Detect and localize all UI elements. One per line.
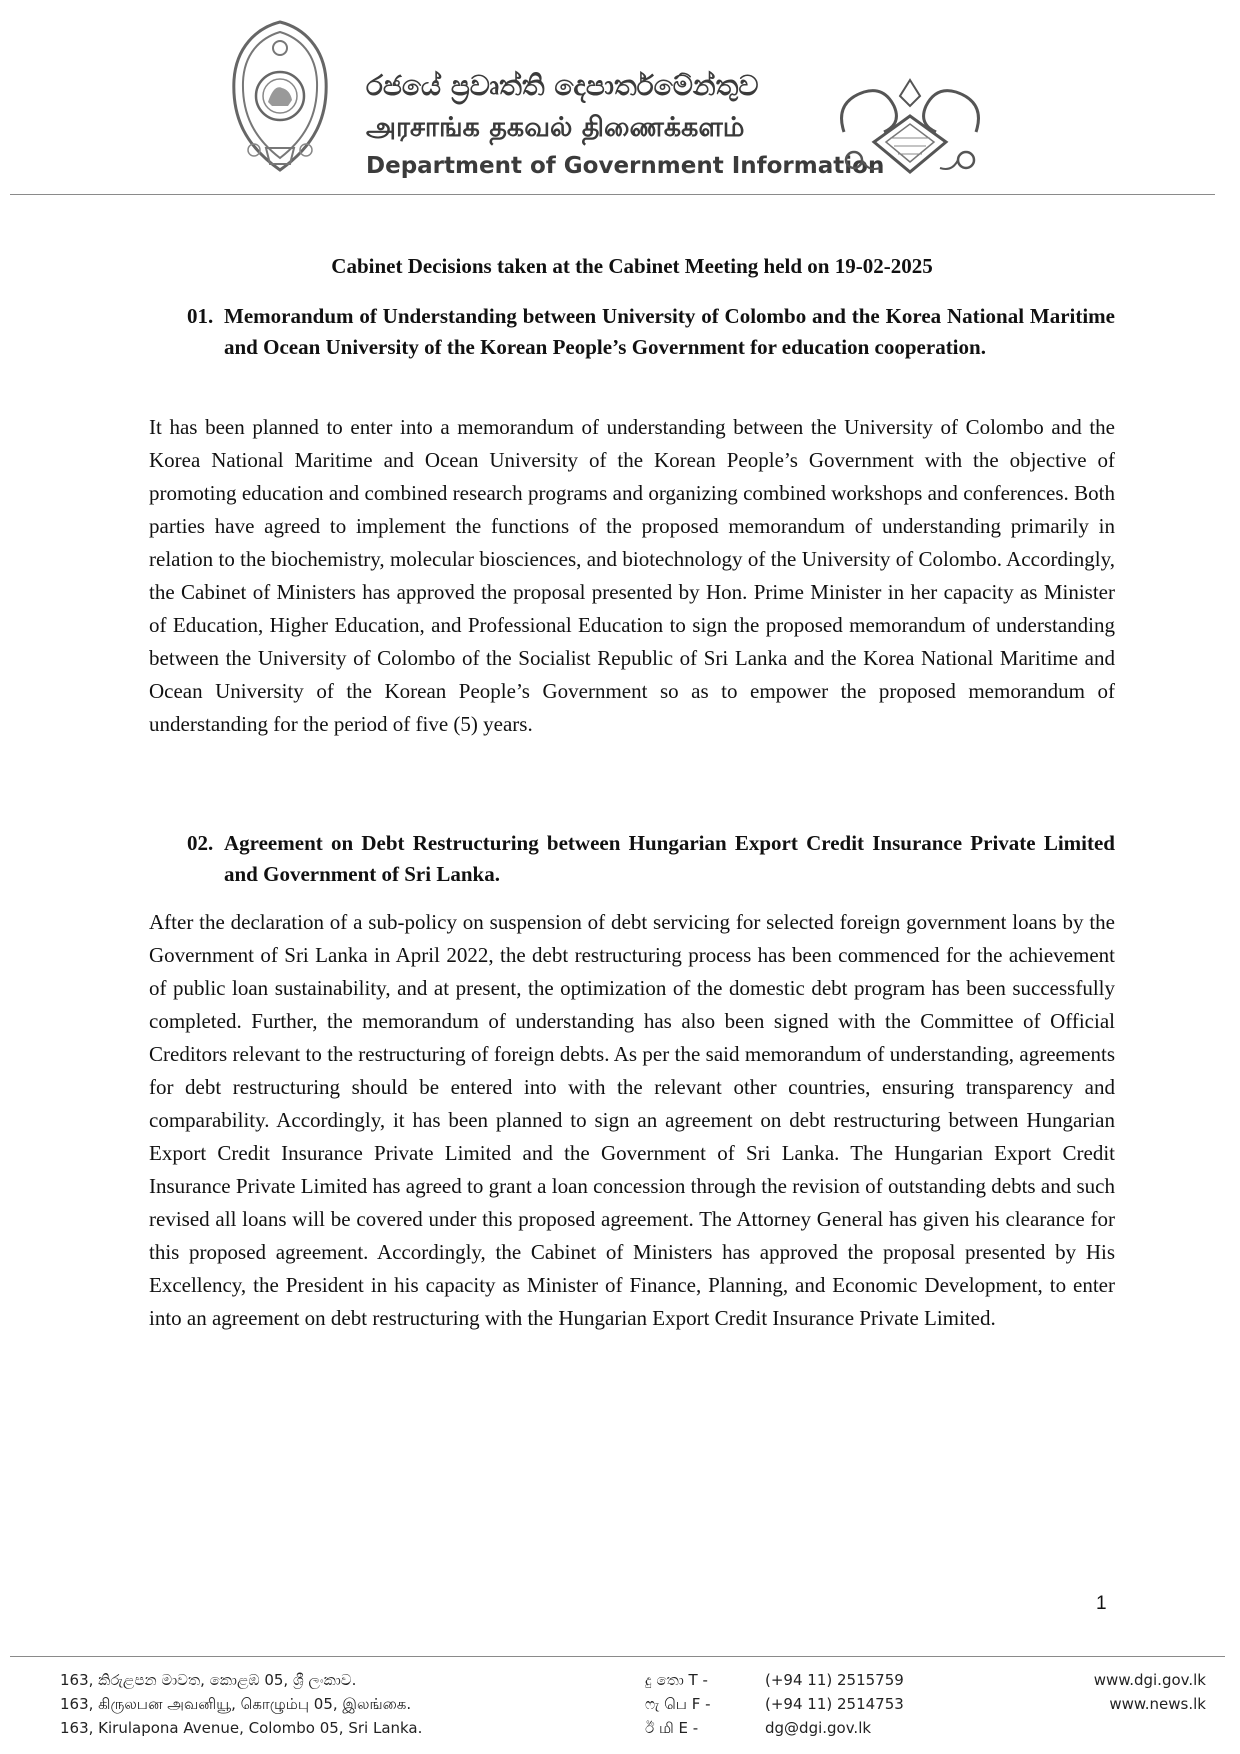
section-body-01: It has been planned to enter into a memorandum of understanding between the University of Colombo and the Korea National Maritime and Ocean University of the Korean People’s Government with the objective of promoting education and combined research programs and organizing combined workshops and conferences. Both parties have agreed to implement the functions of the proposed memorandum of understanding primarily in relation to the biochemistry, molecular biosciences, and biotechnology of the University of Colombo. Accordingly, the Cabinet of Ministers has approved the proposal presented by Hon. Prime Minister in her capacity as Minister of Education, Higher Education, and Professional Education to sign the proposed memorandum of understanding between the University of Colombo of the Socialist Republic of Sri Lanka and the Korea National Maritime and Ocean University of the Korean People’s Government so as to empower the proposed memorandum of understanding for the period of five (5) years. (149, 415, 1115, 736)
department-name-english: Department of Government Information (366, 153, 885, 179)
section-heading-text: Memorandum of Understanding between University of Colombo and the Korea National Maritime and Ocean University of the Korean People’s Government for education cooperation. (224, 304, 1115, 359)
footer-websites (1094, 1668, 1206, 1716)
address-sinhala: 163, කිරුළපන මාවත, කොළඹ 05, ශ්‍රී ලංකාව. (60, 1671, 357, 1689)
header-divider (10, 194, 1215, 195)
section-number: 02. (187, 831, 214, 855)
traditional-ornament-icon (824, 72, 996, 182)
department-name-sinhala: රජයේ ප්‍රවෘත්ති දෙපාර්තමේන්තුව (366, 69, 759, 102)
section-heading-01 (187, 301, 1115, 363)
department-names (366, 69, 885, 179)
page-title: Cabinet Decisions taken at the Cabinet Meeting held on 19-02-2025 (331, 254, 933, 278)
section-body-02: After the declaration of a sub-policy on suspension of debt servicing for selected foreign government loans by the Government of Sri Lanka in April 2022, the debt restructuring process has been commenced for the achievement of public loan sustainability, and at present, the optimization of the domestic debt program has been successfully completed. Further, the memorandum of understanding has also been signed with the Committee of Official Creditors relevant to the restructuring of foreign debts. As per the said memorandum of understanding, agreements for debt restructuring should be entered into with the relevant other countries, ensuring transparency and comparability. Accordingly, it has been planned to sign an agreement on debt restructuring between Hungarian Export Credit Insurance Private Limited and the Government of Sri Lanka. The Hungarian Export Credit Insurance Private Limited has agreed to grant a loan concession through the revision of outstanding debts and such revised all loans will be covered under this proposed agreement. The Attorney General has given his clearance for this proposed agreement. Accordingly, the Cabinet of Ministers has approved the proposal presented by His Excellency, the President in his capacity as Minister of Finance, Planning, and Economic Development, to enter into an agreement on debt restructuring with the Hungarian Export Credit Insurance Private Limited. (149, 910, 1115, 1330)
email-label: ඊ மி E - (645, 1719, 699, 1737)
email-row (645, 1716, 904, 1740)
fax-number: (+94 11) 2514753 (765, 1695, 904, 1713)
phone-number: (+94 11) 2515759 (765, 1671, 904, 1689)
sri-lanka-state-emblem-icon (226, 18, 334, 176)
footer-address (60, 1668, 422, 1740)
phone-row (645, 1668, 904, 1692)
fax-row (645, 1692, 904, 1716)
section-heading-text: Agreement on Debt Restructuring between Hungarian Export Credit Insurance Private Limited and Government of Sri Lanka. (224, 831, 1115, 886)
footer-contact (645, 1668, 904, 1740)
section-number: 01. (187, 304, 214, 328)
section-heading-02 (187, 828, 1115, 890)
letterhead (0, 0, 1240, 200)
department-name-tamil: அரசாங்க தகவல் திணைக்களம் (366, 112, 745, 143)
address-english: 163, Kirulapona Avenue, Colombo 05, Sri Lanka. (60, 1719, 423, 1737)
website-link-news[interactable]: www.news.lk (1109, 1695, 1206, 1713)
fax-label: ෆැ பெ F - (645, 1695, 711, 1713)
email-address[interactable]: dg@dgi.gov.lk (765, 1719, 872, 1737)
address-tamil: 163, கிருலபன அவனியூ, கொழும்பு 05, இலங்கை. (60, 1695, 412, 1713)
page-number: 1 (1096, 1593, 1107, 1614)
website-link-dgi[interactable]: www.dgi.gov.lk (1093, 1671, 1206, 1689)
footer-divider (10, 1656, 1225, 1657)
phone-label: දු තො T - (645, 1671, 708, 1689)
